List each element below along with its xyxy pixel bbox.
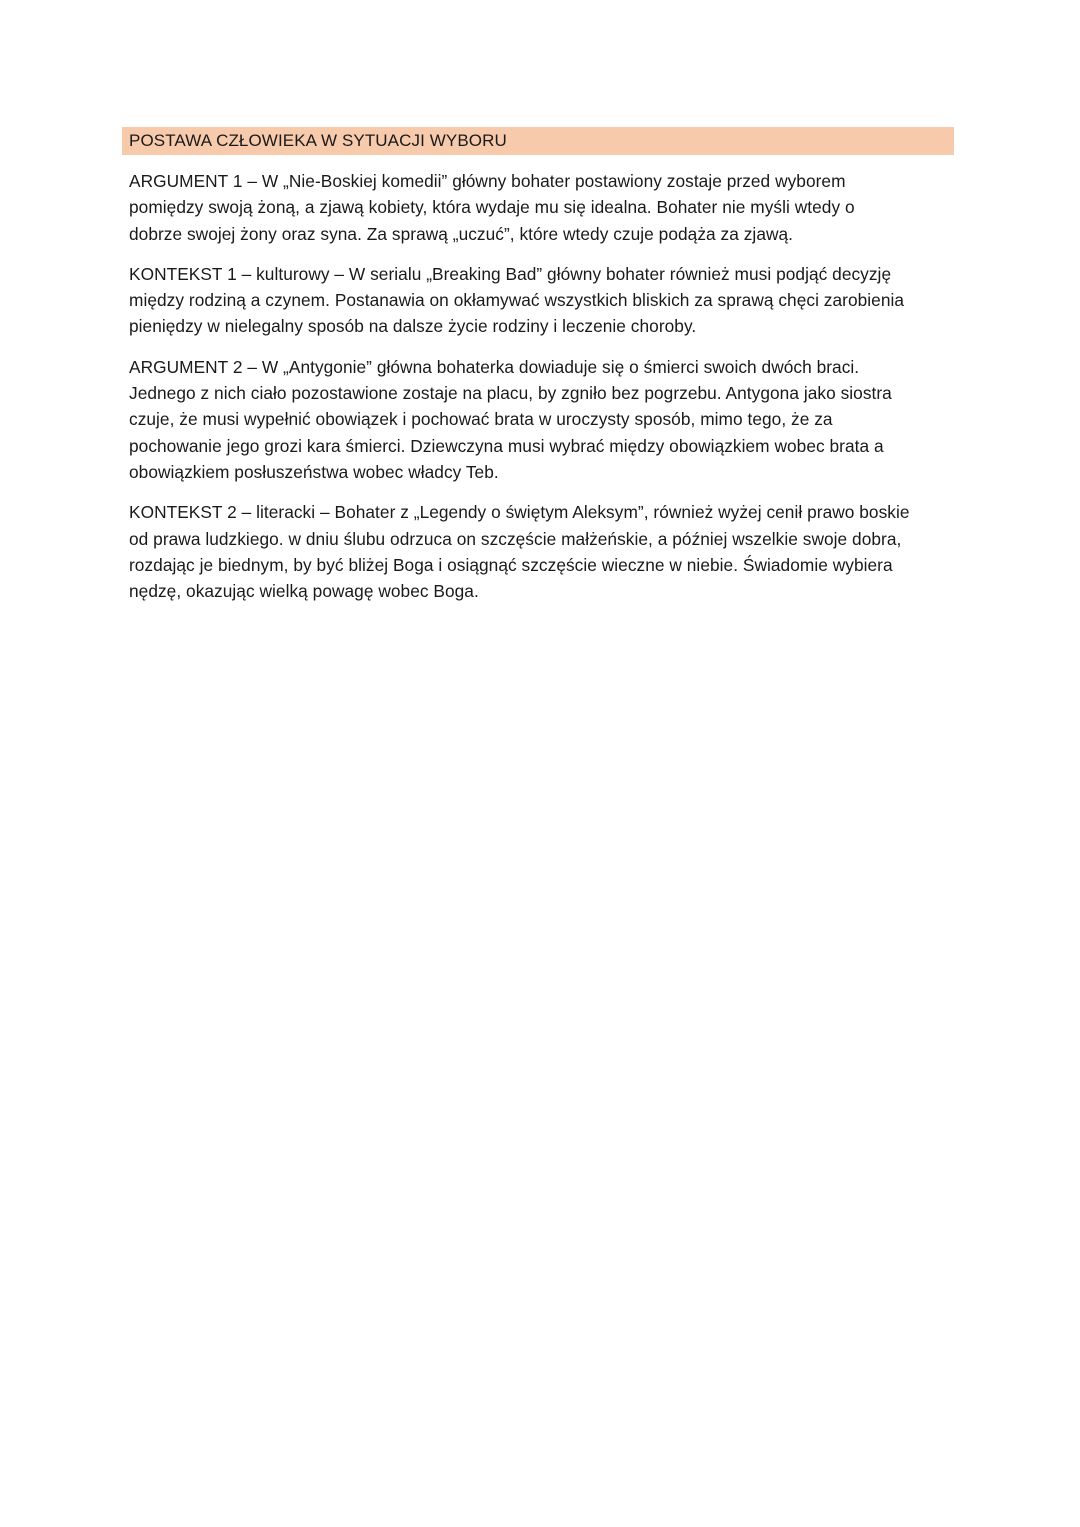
text-line: obowiązkiem posłuszeństwa wobec władcy Teb. <box>129 461 499 482</box>
text-line: pochowanie jego grozi kara śmierci. Dziewczyna musi wybrać między obowiązkiem wobec brata a <box>129 435 884 456</box>
text-line: czuje, że musi wypełnić obowiązek i pochować brata w uroczysty sposób, mimo tego, że za <box>129 409 833 430</box>
text-line: dobrze swojej żony oraz syna. Za sprawą „uczuć”, które wtedy czuje podąża za zjawą. <box>129 223 794 244</box>
text-line: pomiędzy swoją żoną, a zjawą kobiety, która wydaje mu się idealna. Bohater nie myśli wtedy o <box>129 197 855 218</box>
paragraph-argument-2 <box>129 354 959 485</box>
paragraph-argument-1 <box>129 168 959 247</box>
text-line: rozdając je biednym, by być bliżej Boga i osiągnąć szczęście wieczne w niebie. Świadomie wybiera <box>129 554 893 575</box>
section-heading-text: POSTAWA CZŁOWIEKA W SYTUACJI WYBORU <box>129 131 507 150</box>
text-line: od prawa ludzkiego. w dniu ślubu odrzuca on szczęście małżeńskie, a później wszelkie swoje dobra, <box>129 528 902 549</box>
text-line: KONTEKST 1 – kulturowy – W serialu „Breaking Bad” główny bohater również musi podjąć decyzję <box>129 263 892 284</box>
section-heading <box>122 127 954 155</box>
text-line: Jednego z nich ciało pozostawione zostaje na placu, by zgniło bez pogrzebu. Antygona jako siostra <box>129 383 892 404</box>
text-line: nędzę, okazując wielką powagę wobec Boga. <box>129 581 479 602</box>
text-line: ARGUMENT 2 – W „Antygonie” główna bohaterka dowiaduje się o śmierci swoich dwóch braci. <box>129 356 860 377</box>
text-line: między rodziną a czynem. Postanawia on okłamywać wszystkich bliskich za sprawą chęci zarobienia <box>129 290 905 311</box>
paragraph-context-1 <box>129 261 959 340</box>
paragraph-context-2 <box>129 499 959 604</box>
text-line: KONTEKST 2 – literacki – Bohater z „Legendy o świętym Aleksym”, również wyżej cenił prawo boskie <box>129 502 910 523</box>
text-line: ARGUMENT 1 – W „Nie-Boskiej komedii” główny bohater postawiony zostaje przed wyborem <box>129 171 846 191</box>
text-line: pieniędzy w nielegalny sposób na dalsze życie rodziny i leczenie choroby. <box>129 316 697 337</box>
document-body <box>129 168 959 618</box>
